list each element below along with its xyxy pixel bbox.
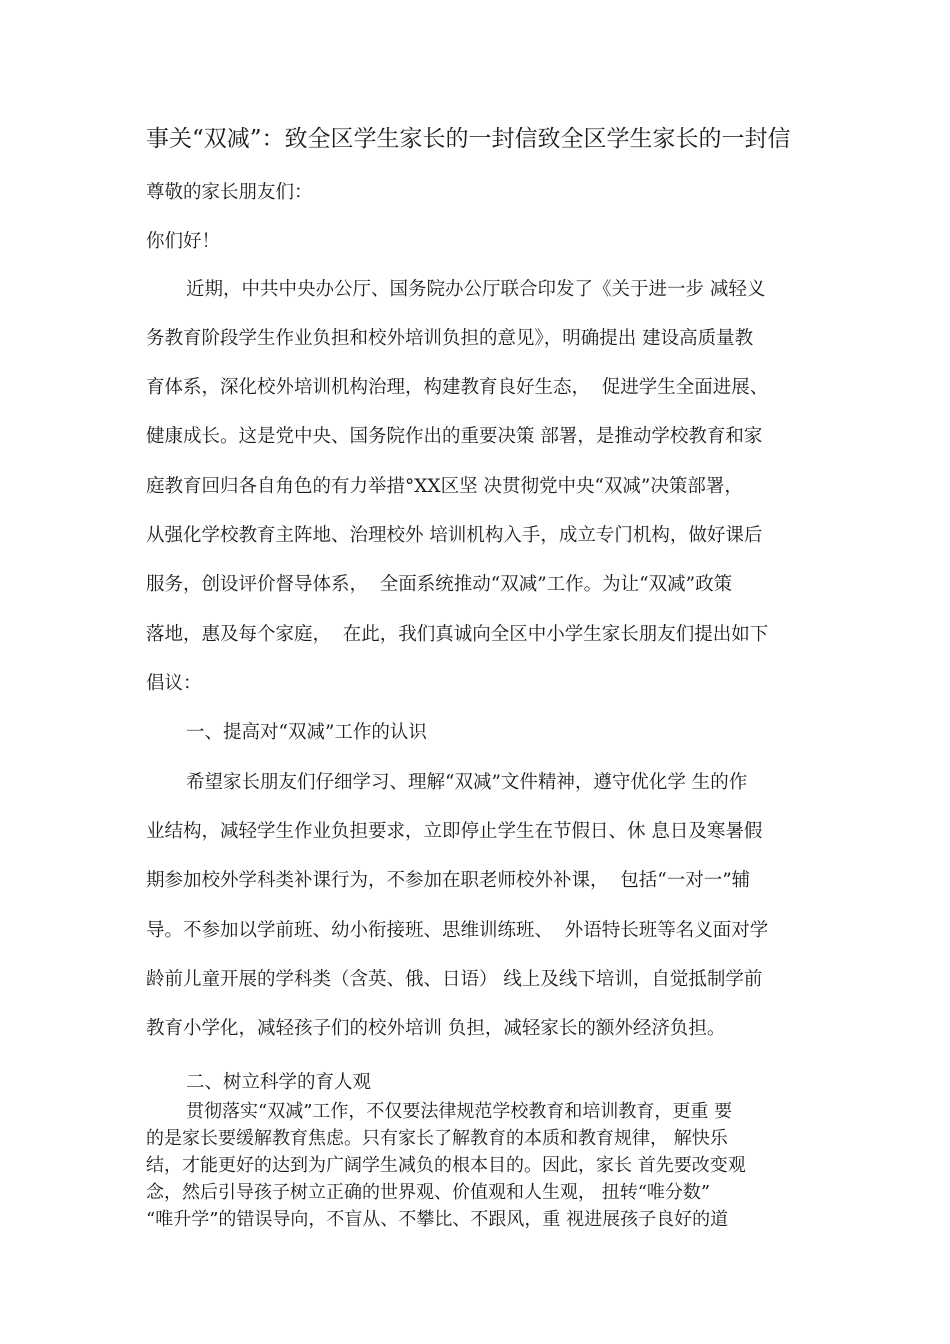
salutation: 尊敬的家长朋友们： — [146, 182, 313, 203]
paragraph-line: 教育小学化，减轻孩子们的校外培训 负担，减轻家长的额外经济负担。 — [146, 1018, 726, 1039]
section-heading-1: 一、提高对“双减”工作的认识 — [186, 722, 427, 743]
paragraph-line: 龄前儿童开展的学科类（含英、俄、日语） 线上及线下培训，自觉抵制学前 — [146, 969, 763, 990]
paragraph-line: 的是家长要缓解教育焦虑。只有家长了解教育的本质和教育规律， 解快乐 — [146, 1128, 728, 1149]
paragraph-line: 结，才能更好的达到为广阔学生减负的根本目的。因此，家长 首先要改变观 — [146, 1155, 746, 1176]
paragraph-line: 倡议： — [146, 673, 202, 694]
paragraph-line: 导。不参加以学前班、幼小衔接班、思维训练班、 外语特长班等名义面对学 — [146, 920, 769, 941]
paragraph-line: 庭教育回归各自角色的有力举措°XX区坚 决贯彻党中央“双减”决策部署， — [146, 476, 743, 497]
paragraph-line: 贯彻落实“双减”工作，不仅要法律规范学校教育和培训教育，更重 要 — [186, 1101, 733, 1122]
paragraph-line: 期参加校外学科类补课行为，不参加在职老师校外补课， 包括“一对一”辅 — [146, 870, 751, 891]
paragraph-line: 希望家长朋友们仔细学习、理解“双减”文件精神，遵守优化学 生的作 — [186, 772, 748, 793]
paragraph-line: 服务，创设评价督导体系， 全面系统推动“双减”工作。为让“双减”政策 — [146, 574, 733, 595]
paragraph-line: 务教育阶段学生作业负担和校外培训负担的意见》，明确提出 建设高质量教 — [146, 328, 754, 349]
dense-paragraph — [146, 1098, 832, 1233]
document-title: 事关“双减”：致全区学生家长的一封信致全区学生家长的一封信 — [146, 126, 791, 152]
paragraph-line: 业结构，减轻学生作业负担要求，立即停止学生在节假日、休 息日及寒暑假 — [146, 821, 763, 842]
paragraph-line: 落地，惠及每个家庭， 在此，我们真诚向全区中小学生家长朋友们提出如下 — [146, 624, 769, 645]
greeting: 你们好！ — [146, 231, 221, 252]
paragraph-line: 念，然后引导孩子树立正确的世界观、价值观和人生观， 扭转“唯分数” — [146, 1182, 711, 1203]
paragraph-line: 健康成长。这是党中央、国务院作出的重要决策 部署，是推动学校教育和家 — [146, 426, 763, 447]
paragraph-line: 从强化学校教育主阵地、治理校外 培训机构入手，成立专门机构，做好课后 — [146, 525, 763, 546]
paragraph-line: 近期，中共中央办公厅、国务院办公厅联合印发了《关于进一步 减轻义 — [186, 279, 766, 300]
section-heading-2: 二、树立科学的育人观 — [186, 1072, 372, 1093]
paragraph-line: “唯升学”的错误导向，不盲从、不攀比、不跟风，重 视进展孩子良好的道 — [146, 1209, 729, 1230]
paragraph-line: 育体系，深化校外培训机构治理，构建教育良好生态， 促进学生全面进展、 — [146, 377, 769, 398]
